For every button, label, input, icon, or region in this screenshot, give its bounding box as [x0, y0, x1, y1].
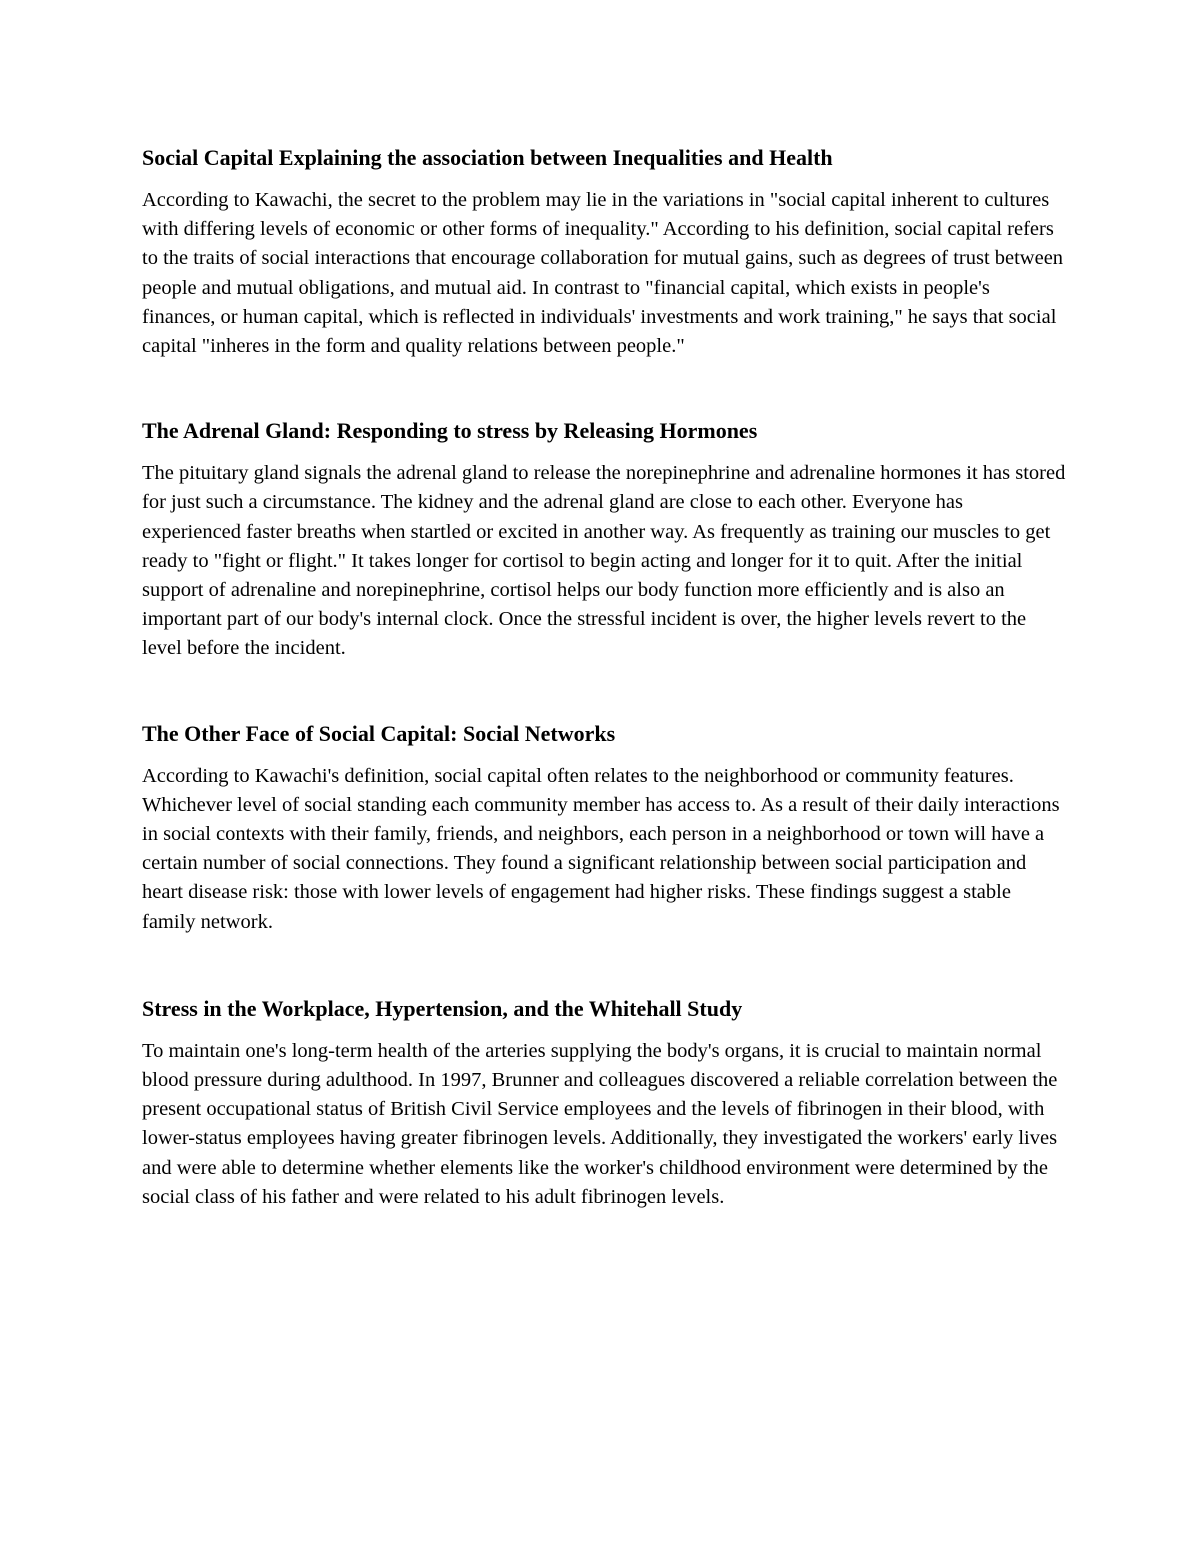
section-paragraph: To maintain one's long-term health of the arteries supplying the body's organs, it is crucial to maintain normal blood pressure during adulthood. In 1997, Brunner and colleagues discovered a reliable correlation between the present occupational status of British Civil Service employees and the levels of fibrinogen in their blood, with lower-status employees having greater fibrinogen levels. Additionally, they investigated the workers' early lives and were able to determine whether elements like the worker's childhood environment were determined by the social class of his father and were related to his adult fibrinogen levels.: [142, 1039, 1058, 1208]
section-heading: Stress in the Workplace, Hypertension, and the Whitehall Study: [142, 995, 743, 1021]
section-adrenal-gland: [142, 413, 1067, 663]
section-heading: Social Capital Explaining the association between Inequalities and Health: [142, 145, 833, 170]
document-content: [142, 140, 1067, 1212]
section-social-capital: [142, 140, 1067, 361]
section-heading: The Other Face of Social Capital: Social Networks: [142, 720, 616, 746]
section-social-networks: [142, 716, 1067, 937]
section-whitehall-study: [142, 991, 1067, 1212]
section-heading: The Adrenal Gland: Responding to stress by Releasing Hormones: [142, 418, 758, 444]
section-paragraph: According to Kawachi's definition, social capital often relates to the neighborhood or community features. Whichever level of social standing each community member has access to. As a result of their daily interactions in social contexts with their family, friends, and neighbors, each person in a neighborhood or town will have a certain number of social connections. They found a significant relationship between social participation and heart disease risk: those with lower levels of engagement had higher risks. These findings suggest a stable family network.: [142, 764, 1060, 933]
section-paragraph: According to Kawachi, the secret to the problem may lie in the variations in "social capital inherent to cultures with differing levels of economic or other forms of inequality." According to his definition, social capital refers to the traits of social interactions that encourage collaboration for mutual gains, such as degrees of trust between people and mutual obligations, and mutual aid. In contrast to "financial capital, which exists in people's finances, or human capital, which is reflected in individuals' investments and work training," he says that social capital "inheres in the form and quality relations between people.": [142, 189, 1064, 358]
section-paragraph: The pituitary gland signals the adrenal gland to release the norepinephrine and adrenaline hormones it has stored for just such a circumstance. The kidney and the adrenal gland are close to each other. Everyone has experienced faster breaths when startled or excited in another way. As frequently as training our muscles to get ready to "fight or flight." It takes longer for cortisol to begin acting and longer for it to quit. After the initial support of adrenaline and norepinephrine, cortisol helps our body function more efficiently and is also an important part of our body's internal clock. Once the stressful incident is over, the higher levels revert to the level before the incident.: [142, 462, 1066, 660]
